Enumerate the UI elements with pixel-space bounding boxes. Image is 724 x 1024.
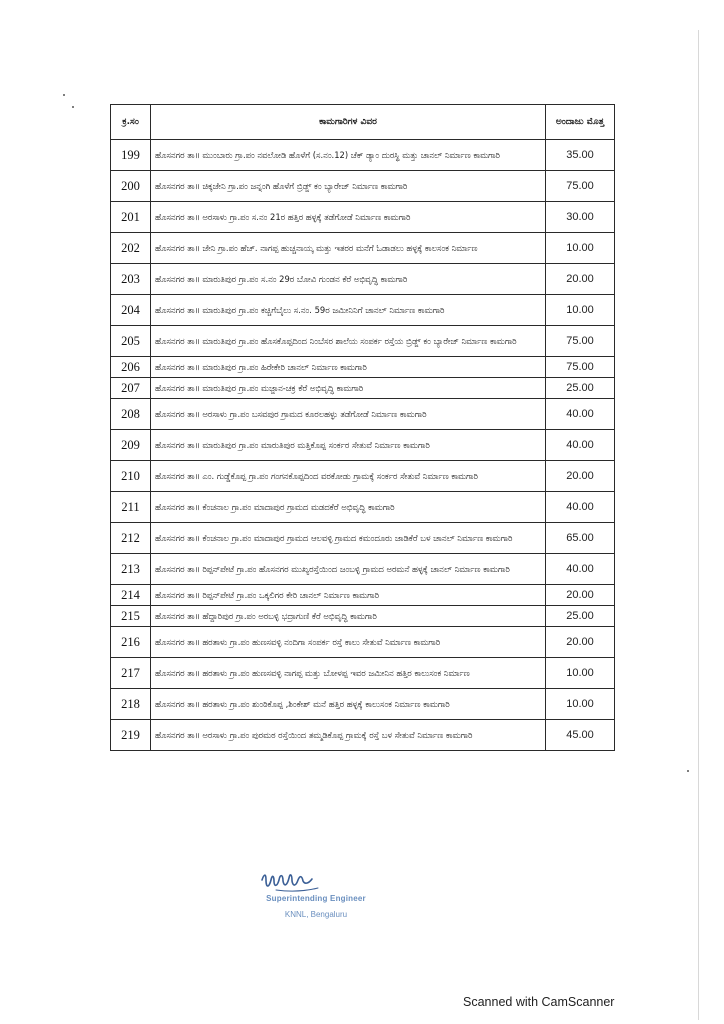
description-cell: ಹೊಸನಗರ ತಾ॥ ಜೇನಿ ಗ್ರಾ.ಪಂ ಹೆಚ್. ನಾಗಪ್ಪ ಹುಚ್ಚನಾಯ್ಕ ಮತ್ತು ಇತರರ ಮನೆಗೆ ಓಡಾಡಲು ಹಳ್ಳಕ್ಕೆ ಕಾಲಸಂಕ ನಿರ್ಮಾಣ xyxy=(151,233,546,264)
description-cell: ಹೊಸನಗರ ತಾ॥ ಮಾರುತಿಪುರ ಗ್ರಾ.ಪಂ ಮಜ್ಜಾನ-ಚಕ್ರ ಕೆರೆ ಅಭಿವೃದ್ಧಿ ಕಾಮಗಾರಿ xyxy=(151,378,546,399)
serial-cell: 203 xyxy=(111,264,151,295)
serial-cell: 219 xyxy=(111,720,151,751)
serial-cell: 204 xyxy=(111,295,151,326)
scan-speck xyxy=(63,94,65,96)
description-cell: ಹೊಸನಗರ ತಾ॥ ಮುಂಬಾರು ಗ್ರಾ.ಪಂ ನವಲೋಡಿ ಹೊಳೆಗೆ (ಸ.ನಂ.12) ಚೆಕ್ ಡ್ಯಾಂ ದುರಸ್ಥಿ ಮತ್ತು ಚಾನಲ್ ನಿರ್ಮಾಣ ಕಾಮಗಾರಿ xyxy=(151,140,546,171)
description-cell: ಹೊಸನಗರ ತಾ॥ ಹರತಾಳು ಗ್ರಾ.ಪಂ ಹುಣಸವಳ್ಳಿ ನಂದಿಗಾ ಸಂಪರ್ಕ ರಸ್ತೆ ಕಾಲು ಸೇತುವೆ ನಿರ್ಮಾಣ ಕಾಮಗಾರಿ xyxy=(151,627,546,658)
table-row xyxy=(111,202,615,233)
table-row xyxy=(111,295,615,326)
table-row xyxy=(111,171,615,202)
page-edge-shadow xyxy=(698,30,699,1020)
serial-cell: 201 xyxy=(111,202,151,233)
table-row xyxy=(111,233,615,264)
description-header: ಕಾಮಗಾರಿಗಳ ವಿವರ xyxy=(151,105,546,140)
table-row xyxy=(111,461,615,492)
description-cell: ಹೊಸನಗರ ತಾ॥ ಮಾರುತಿಪುರ ಗ್ರಾ.ಪಂ ಮಾರುತಿಪುರ ಮತ್ತಿಕೊಪ್ಪ ಸಂರ್ಕರ ಸೇತುವೆ ನಿರ್ಮಾಣ ಕಾಮಗಾರಿ xyxy=(151,430,546,461)
table-row xyxy=(111,430,615,461)
works-table-body xyxy=(111,140,615,751)
amount-cell: 45.00 xyxy=(546,720,615,751)
description-cell: ಹೊಸನಗರ ತಾ॥ ಕೆಂಚನಾಲ ಗ್ರಾ.ಪಂ ಮಾದಾಪುರ ಗ್ರಾಮದ ಆಲವಳ್ಳಿ ಗ್ರಾಮದ ಕಮಂದೂರು ಜಾಡಿಕೆರೆ ಬಳ ಚಾನಲ್ ನಿರ್ಮಾಣ ಕಾಮಗಾರಿ xyxy=(151,523,546,554)
amount-cell: 75.00 xyxy=(546,357,615,378)
table-row xyxy=(111,399,615,430)
amount-cell: 65.00 xyxy=(546,523,615,554)
amount-cell: 35.00 xyxy=(546,140,615,171)
table-row xyxy=(111,264,615,295)
description-cell: ಹೊಸನಗರ ತಾ॥ ರಿಪ್ಪನ್‌ಪೇಟೆ ಗ್ರಾ.ಪಂ ಒಕ್ಕಲಿಗರ ಕೇರಿ ಚಾನಲ್ ನಿರ್ಮಾಣ ಕಾಮಗಾರಿ xyxy=(151,585,546,606)
serial-cell: 209 xyxy=(111,430,151,461)
serial-cell: 216 xyxy=(111,627,151,658)
works-table xyxy=(110,104,615,751)
serial-header: ಕ್ರ.ಸಂ xyxy=(111,105,151,140)
signature-seal xyxy=(236,866,396,946)
scan-speck xyxy=(72,106,74,108)
amount-cell: 10.00 xyxy=(546,658,615,689)
table-row xyxy=(111,140,615,171)
serial-cell: 211 xyxy=(111,492,151,523)
serial-cell: 199 xyxy=(111,140,151,171)
signature-title: Superintending Engineer xyxy=(266,894,366,903)
table-row xyxy=(111,378,615,399)
description-cell: ಹೊಸನಗರ ತಾ॥ ಹರತಾಳು ಗ್ರಾ.ಪಂ ಹುಣಸವಳ್ಳಿ ನಾಗಪ್ಪ ಮತ್ತು ಬೋಳಪ್ಪ ಇವರ ಜಮೀನಿನ ಹತ್ತಿರ ಕಾಲುಸಂಕ ನಿರ್ಮಾಣ xyxy=(151,658,546,689)
description-cell: ಹೊಸನಗರ ತಾ॥ ಹರತಾಳು ಗ್ರಾ.ಪಂ ಶುಂಠಿಕೊಪ್ಪ ,ಶಿಂಕೇಶ್ ಮನೆ ಹತ್ತಿರ ಹಳ್ಳಕ್ಕೆ ಕಾಲುಸಂಕ ನಿರ್ಮಾಣ ಕಾಮಗಾರಿ xyxy=(151,689,546,720)
table-row xyxy=(111,658,615,689)
amount-cell: 75.00 xyxy=(546,326,615,357)
table-row xyxy=(111,720,615,751)
description-cell: ಹೊಸನಗರ ತಾ॥ ಮಾರುತಿಪುರ ಗ್ರಾ.ಪಂ ಹೊಸಕೊಪ್ಪದಿಂದ ನಿಂಬೆಸರ ಶಾಲೆಯ ಸಂಪರ್ಕ ರಸ್ತೆಯ ಬ್ರಿಡ್ಜ್ ಕಂ ಬ್ಯಾರೇಜ್ ನಿರ್ಮಾಣ ಕಾಮಗಾರಿ xyxy=(151,326,546,357)
serial-cell: 210 xyxy=(111,461,151,492)
amount-cell: 20.00 xyxy=(546,264,615,295)
table-row xyxy=(111,689,615,720)
description-cell: ಹೊಸನಗರ ತಾ॥ ಚಿಕ್ಕಜೇನಿ ಗ್ರಾ.ಪಂ ಜನ್ನಂಗಿ ಹೊಳೆಗೆ ಬ್ರಿಡ್ಜ್ ಕಂ ಬ್ಯಾರೇಜ್ ನಿರ್ಮಾಣ ಕಾಮಗಾರಿ xyxy=(151,171,546,202)
serial-cell: 218 xyxy=(111,689,151,720)
amount-header: ಅಂದಾಜು ಮೊತ್ತ xyxy=(546,105,615,140)
amount-cell: 40.00 xyxy=(546,430,615,461)
serial-cell: 208 xyxy=(111,399,151,430)
description-cell: ಹೊಸನಗರ ತಾ॥ ಹೆದ್ದಾರಿಪುರ ಗ್ರಾ.ಪಂ ಅರಬಳ್ಳಿ ಭದ್ರಾಗುಣಿ ಕೆರೆ ಅಭಿವೃದ್ಧಿ ಕಾಮಗಾರಿ xyxy=(151,606,546,627)
camscanner-watermark: Scanned with CamScanner xyxy=(463,995,615,1009)
description-cell: ಹೊಸನಗರ ತಾ॥ ಮಾರುತಿಪುರ ಗ್ರಾ.ಪಂ ಹಿರೇಕೇರಿ ಚಾನಲ್ ನಿರ್ಮಾಣ ಕಾಮಗಾರಿ xyxy=(151,357,546,378)
table-row xyxy=(111,585,615,606)
description-cell: ಹೊಸನಗರ ತಾ॥ ಎಂ. ಗುಡ್ಡೆಕೊಪ್ಪ ಗ್ರಾ.ಪಂ ಗಂಗನಕೊಪ್ಪದಿಂದ ವರಕೋಡು ಗ್ರಾಮಕ್ಕೆ ಸಂರ್ಕರ ಸೇತುವೆ ನಿರ್ಮಾಣ ಕಾಮಗಾರಿ xyxy=(151,461,546,492)
serial-cell: 200 xyxy=(111,171,151,202)
description-cell: ಹೊಸನಗರ ತಾ॥ ರಿಪ್ಪನ್‌ಪೇಟೆ ಗ್ರಾ.ಪಂ ಹೊಸನಗರ ಮುಖ್ಯರಸ್ತೆಯಿಂದ ಜಂಬಳ್ಳಿ ಗ್ರಾಮದ ಅರಮನೆ ಹಳ್ಳಕ್ಕೆ ಚಾನಲ್ ನಿರ್ಮಾಣ ಕಾಮಗಾರಿ xyxy=(151,554,546,585)
table-row xyxy=(111,523,615,554)
table-row xyxy=(111,627,615,658)
serial-cell: 212 xyxy=(111,523,151,554)
works-table-header xyxy=(111,105,615,140)
description-cell: ಹೊಸನಗರ ತಾ॥ ಅರಸಾಳು ಗ್ರಾ.ಪಂ ಪುರಮಠ ರಸ್ತೆಯಿಂದ ತಮ್ಮಡಿಕೊಪ್ಪ ಗ್ರಾಮಕ್ಕೆ ರಸ್ತೆ ಬಳ ಸೇತುವೆ ನಿರ್ಮಾಣ ಕಾಮಗಾರಿ xyxy=(151,720,546,751)
serial-cell: 215 xyxy=(111,606,151,627)
signature-office: KNNL, Bengaluru xyxy=(284,910,348,919)
description-cell: ಹೊಸನಗರ ತಾ॥ ಅರಸಾಳು ಗ್ರಾ.ಪಂ ಬಸವಪುರ ಗ್ರಾಮದ ಕೂರಲಹಳ್ಳು ತಡೆಗೋಡೆ ನಿರ್ಮಾಣ ಕಾಮಗಾರಿ xyxy=(151,399,546,430)
description-cell: ಹೊಸನಗರ ತಾ॥ ಕೆಂಚನಾಲ ಗ್ರಾ.ಪಂ ಮಾದಾಪುರ ಗ್ರಾಮದ ಮಡದಕೆರೆ ಅಭಿವೃದ್ಧಿ ಕಾಮಗಾರಿ xyxy=(151,492,546,523)
table-row xyxy=(111,606,615,627)
amount-cell: 20.00 xyxy=(546,461,615,492)
amount-cell: 10.00 xyxy=(546,233,615,264)
table-row xyxy=(111,326,615,357)
amount-cell: 40.00 xyxy=(546,399,615,430)
description-cell: ಹೊಸನಗರ ತಾ॥ ಅರಸಾಳು ಗ್ರಾ.ಪಂ ಸ.ನಂ 21ರ ಹತ್ತಿರ ಹಳ್ಳಕ್ಕೆ ತಡೆಗೋಡೆ ನಿರ್ಮಾಣ ಕಾಮಗಾರಿ xyxy=(151,202,546,233)
serial-cell: 205 xyxy=(111,326,151,357)
description-cell: ಹೊಸನಗರ ತಾ॥ ಮಾರುತಿಪುರ ಗ್ರಾ.ಪಂ ಸ.ನಂ 29ರ ಬೋವಿ ಗುಂಡನ ಕೆರೆ ಅಭಿವೃದ್ಧಿ ಕಾಮಗಾರಿ xyxy=(151,264,546,295)
serial-cell: 214 xyxy=(111,585,151,606)
amount-cell: 20.00 xyxy=(546,627,615,658)
amount-cell: 10.00 xyxy=(546,689,615,720)
scan-speck xyxy=(687,770,689,772)
amount-cell: 25.00 xyxy=(546,378,615,399)
amount-cell: 40.00 xyxy=(546,492,615,523)
table-row xyxy=(111,554,615,585)
serial-cell: 206 xyxy=(111,357,151,378)
signature-scribble xyxy=(236,866,396,896)
amount-cell: 20.00 xyxy=(546,585,615,606)
serial-cell: 207 xyxy=(111,378,151,399)
serial-cell: 202 xyxy=(111,233,151,264)
table-row xyxy=(111,492,615,523)
serial-cell: 217 xyxy=(111,658,151,689)
amount-cell: 40.00 xyxy=(546,554,615,585)
amount-cell: 25.00 xyxy=(546,606,615,627)
description-cell: ಹೊಸನಗರ ತಾ॥ ಮಾರುತಿಪುರ ಗ್ರಾ.ಪಂ ಕಚ್ಚಿಗೆಬೈಲು ಸ.ನಂ. 59ರ ಜಮೀನಿನಿಗೆ ಚಾನಲ್ ನಿರ್ಮಾಣ ಕಾಮಗಾರಿ xyxy=(151,295,546,326)
amount-cell: 75.00 xyxy=(546,171,615,202)
amount-cell: 30.00 xyxy=(546,202,615,233)
serial-cell: 213 xyxy=(111,554,151,585)
amount-cell: 10.00 xyxy=(546,295,615,326)
table-row xyxy=(111,357,615,378)
